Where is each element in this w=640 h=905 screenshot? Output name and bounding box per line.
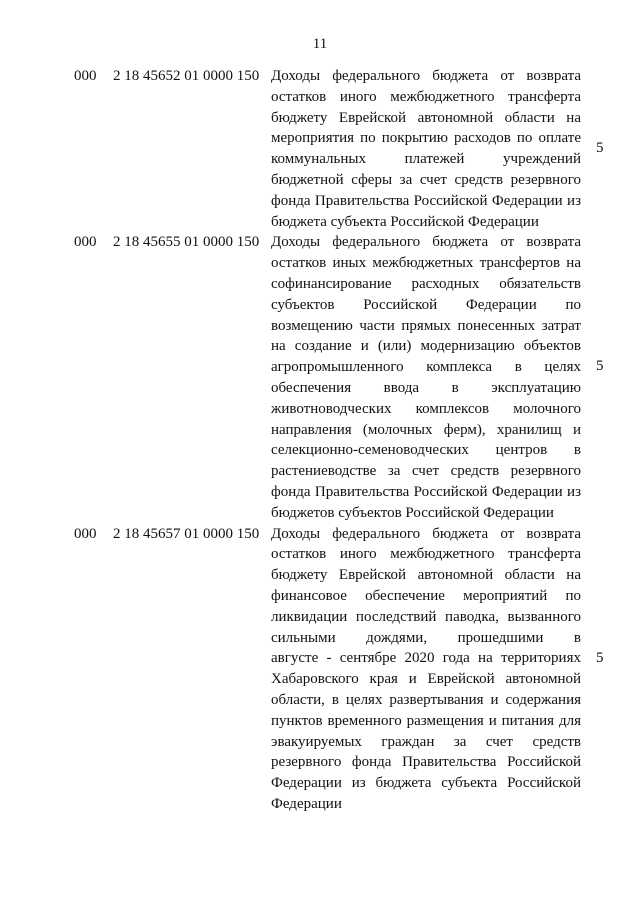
page-number: 11 [312,36,328,52]
description-line: животноводческих комплексов молочного [271,400,581,417]
allocation-norm: 5 [596,649,604,666]
description-line: фонда Правительства Российской Федерации из [271,192,581,209]
description-line: Доходы федерального бюджета от возврата [271,68,581,84]
description-line: растениеводстве за счет средств резервного [271,463,581,480]
description-line: агропромышленного комплекса в целях [271,359,581,376]
description-line: остатков иного межбюджетного трансферта [271,546,581,563]
table-row [0,66,640,232]
description-line: мероприятия по покрытию расходов по оплате [271,130,581,147]
description-line: остатков иного межбюджетного трансферта [271,88,581,105]
description-line: пунктов временного размещения и питания для [271,712,581,729]
budget-classification-code: 2 18 45655 01 0000 150 [113,234,260,251]
description-line: на создание и (или) модернизацию объектов [271,338,581,355]
description-line: Федерации [271,795,342,812]
description-line: резервного фонда Правительства Российской [271,754,581,771]
administrator-code: 000 [74,525,97,542]
administrator-code: 000 [74,234,97,251]
description-line: Хабаровского края и Еврейской автономной [271,671,581,688]
description-line: области, в целях развертывания и содержания [271,691,581,708]
description-line: сильными дождями, прошедшими в [271,629,581,646]
income-description [271,232,581,523]
description-line: августе - сентябре 2020 года на территориях [271,650,581,667]
allocation-norm: 5 [596,140,604,156]
description-line: Доходы федерального бюджета от возврата [271,525,581,542]
description-line: софинансирование расходных обязательств [271,275,581,292]
description-line: бюджетов субъектов Российской Федерации [271,504,554,521]
description-line: возмещению части прямых понесенных затрат [271,317,581,334]
table-row [0,524,640,815]
description-line: бюджетной сферы за счет средств резервного [271,171,581,188]
description-line: селекционно-семеноводческих центров в [271,442,581,459]
description-line: направления (молочных ферм), хранилищ и [271,421,581,438]
description-line: субъектов Российской Федерации по [271,296,581,313]
description-line: бюджету Еврейской автономной области на [271,109,581,126]
description-line: фонда Правительства Российской Федерации из [271,483,581,500]
description-line: коммунальных платежей учреждений [271,151,581,168]
description-line: эвакуируемых граждан за счет средств [271,733,581,750]
description-line: Федерации из бюджета субъекта Российской [271,775,581,792]
description-line: обеспечения ввода в эксплуатацию [271,379,581,396]
income-description [271,524,581,815]
description-line: бюджета субъекта Российской Федерации [271,213,539,230]
allocation-norm: 5 [596,358,604,375]
budget-code-table [0,66,640,815]
budget-classification-code: 2 18 45652 01 0000 150 [113,68,260,84]
description-line: Доходы федерального бюджета от возврата [271,234,581,251]
budget-classification-code: 2 18 45657 01 0000 150 [113,525,260,542]
description-line: остатков иных межбюджетных трансфертов на [271,255,581,272]
description-line: ликвидации последствий паводка, вызванного [271,608,581,625]
description-line: финансовое обеспечение мероприятий по [271,587,581,604]
income-description [271,66,581,232]
table-row [0,232,640,523]
description-line: бюджету Еврейской автономной области на [271,567,581,584]
administrator-code: 000 [74,68,97,84]
